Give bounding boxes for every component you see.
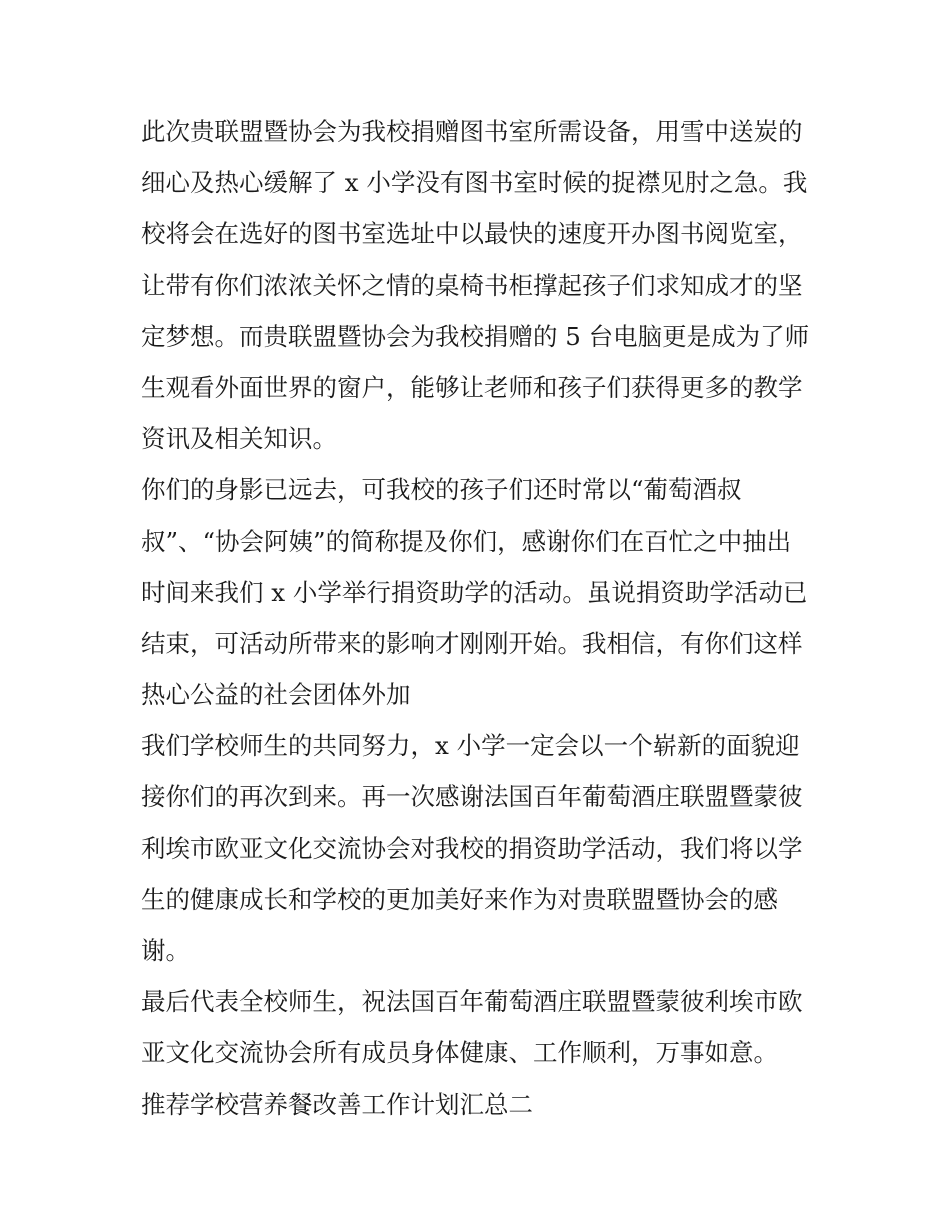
text-line-14: 接你们的再次到来。再一次感谢法国百年葡萄酒庄联盟暨蒙彼 xyxy=(141,782,803,812)
text-line-20: 推荐学校营养餐改善工作计划汇总二 xyxy=(141,1089,533,1119)
text-line-17: 谢。 xyxy=(141,936,190,965)
text-line-11: 结束，可活动所带来的影响才刚刚开始。我相信，有你们这样 xyxy=(141,628,803,658)
text-line-10: 时间来我们 x 小学举行捐资助学的活动。虽说捐资助学活动已 xyxy=(141,577,808,607)
text-line-6: 生观看外面世界的窗户，能够让老师和孩子们获得更多的教学 xyxy=(141,372,803,402)
text-line-19: 亚文化交流协会所有成员身体健康、工作顺利，万事如意。 xyxy=(141,1038,778,1068)
text-line-5: 定梦想。而贵联盟暨协会为我校捐赠的 5 台电脑更是成为了师 xyxy=(141,321,810,351)
text-line-15: 利埃市欧亚文化交流协会对我校的捐资助学活动，我们将以学 xyxy=(141,833,803,863)
text-line-9: 叔”、“协会阿姨”的简称提及你们，感谢你们在百忙之中抽出 xyxy=(141,526,792,556)
text-line-2: 细心及热心缓解了 x 小学没有图书室时候的捉襟见肘之急。我 xyxy=(141,168,808,198)
text-line-7: 资讯及相关知识。 xyxy=(141,424,337,454)
text-line-18: 最后代表全校师生，祝法国百年葡萄酒庄联盟暨蒙彼利埃市欧 xyxy=(141,987,803,1017)
text-line-12: 热心公益的社会团体外加 xyxy=(141,680,411,710)
text-line-16: 生的健康成长和学校的更加美好来作为对贵联盟暨协会的感 xyxy=(141,884,778,914)
text-line-1: 此次贵联盟暨协会为我校捐赠图书室所需设备，用雪中送炭的 xyxy=(141,117,803,146)
text-line-3: 校将会在选好的图书室选址中以最快的速度开办图书阅览室， xyxy=(141,219,803,249)
text-line-13: 我们学校师生的共同努力，x 小学一定会以一个崭新的面貌迎 xyxy=(141,731,800,761)
text-line-8: 你们的身影已远去，可我校的孩子们还时常以“葡萄酒叔 xyxy=(141,475,742,505)
text-line-4: 让带有你们浓浓关怀之情的桌椅书柜撑起孩子们求知成才的坚 xyxy=(141,270,803,300)
document-body xyxy=(141,106,821,1130)
